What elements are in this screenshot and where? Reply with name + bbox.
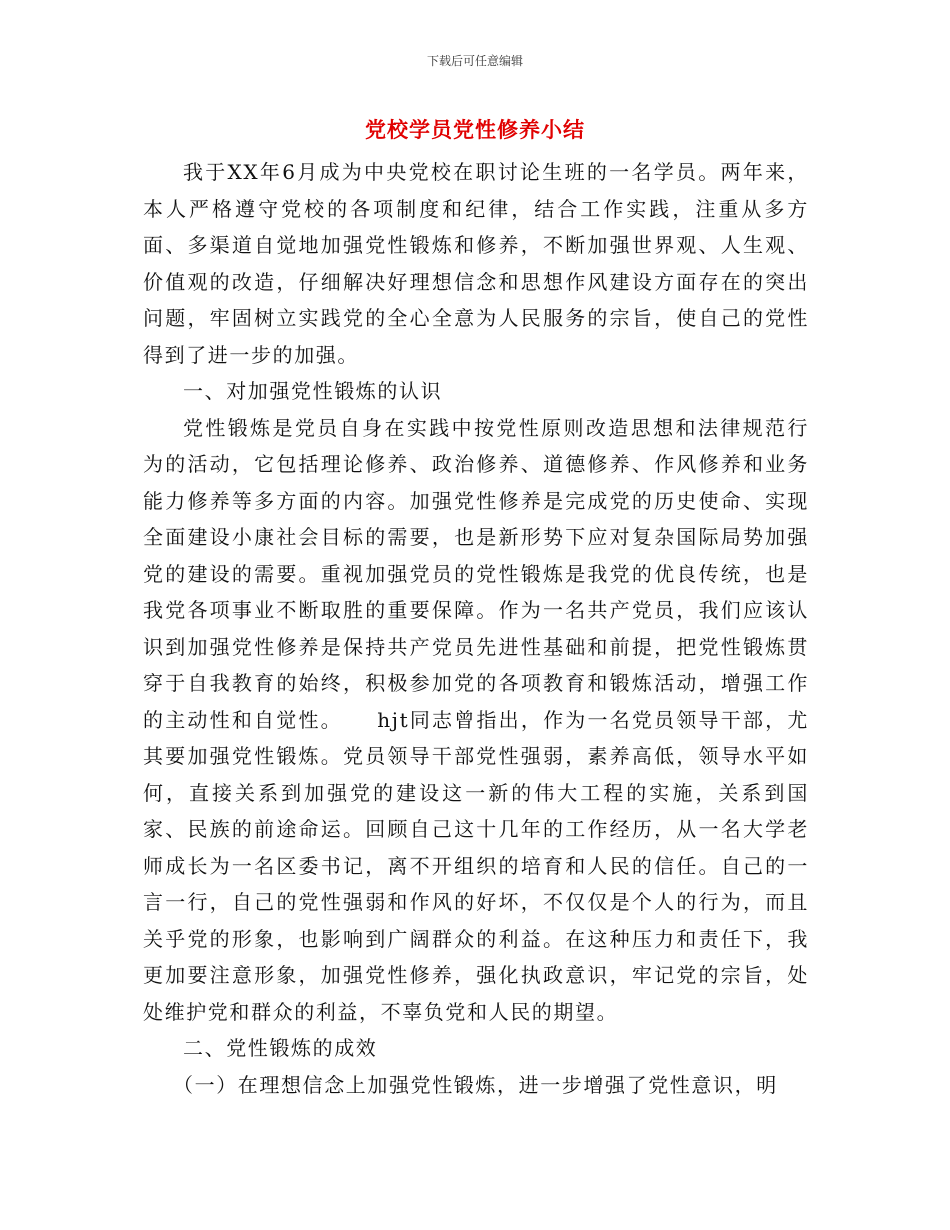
section-heading-2: 二、党性锻炼的成效 [183, 1036, 378, 1060]
section-heading-1: 一、对加强党性锻炼的认识 [183, 379, 443, 403]
document-body [143, 154, 809, 1103]
document-title: 党校学员党性修养小结 [365, 117, 585, 142]
subsection-heading-1: （一）在理想信念上加强党性锻炼，进一步增强了党性意识，明 [173, 1072, 778, 1097]
page-header-note: 下载后可任意编辑 [426, 54, 523, 68]
section-1-paragraph: 党性锻炼是党员自身在实践中按党性原则改造思想和法律规范行为的活动，它包括理论修养、政治修养、道德修养、作风修养和业务能力修养等多方面的内容。加强党性修养是完成党的历史使命、实现全面建设小康社会目标的需要，也是新形势下应对复杂国际局势加强党的建设的需要。重视加强党员的党性锻炼是我党的优良传统，也是我党各项事业不断取胜的重要保障。作为一名共产党员，我们应该认识到加强党性修养是保持共产党员先进性基础和前提，把党性锻炼贯穿于自我教育的始终，积极参加党的各项教育和锻炼活动，增强工作的主动性和自觉性。 hjt同志曾指出，作为一名党员领导干部，尤其要加强党性锻炼。党员领导干部党性强弱，素养高低，领导水平如何，直接关系到加强党的建设这一新的伟大工程的实施，关系到国家、民族的前途命运。回顾自己这十几年的工作经历，从一名大学老师成长为一名区委书记，离不开组织的培育和人民的信任。自己的一言一行，自己的党性强弱和作风的好坏，不仅仅是个人的行为，而且关乎党的形象，也影响到广阔群众的利益。在这种压力和责任下，我更加要注意形象，加强党性修养，强化执政意识，牢记党的宗旨，处处维护党和群众的利益，不辜负党和人民的期望。 [143, 415, 809, 1024]
intro-paragraph: 我于XX年6月成为中央党校在职讨论生班的一名学员。两年来，本人严格遵守党校的各项制度和纪律，结合工作实践，注重从多方面、多渠道自觉地加强党性锻炼和修养，不断加强世界观、人生观、价值观的改造，仔细解决好理想信念和思想作风建设方面存在的突出问题，牢固树立实践党的全心全意为人民服务的宗旨，使自己的党性得到了进一步的加强。 [143, 160, 809, 367]
